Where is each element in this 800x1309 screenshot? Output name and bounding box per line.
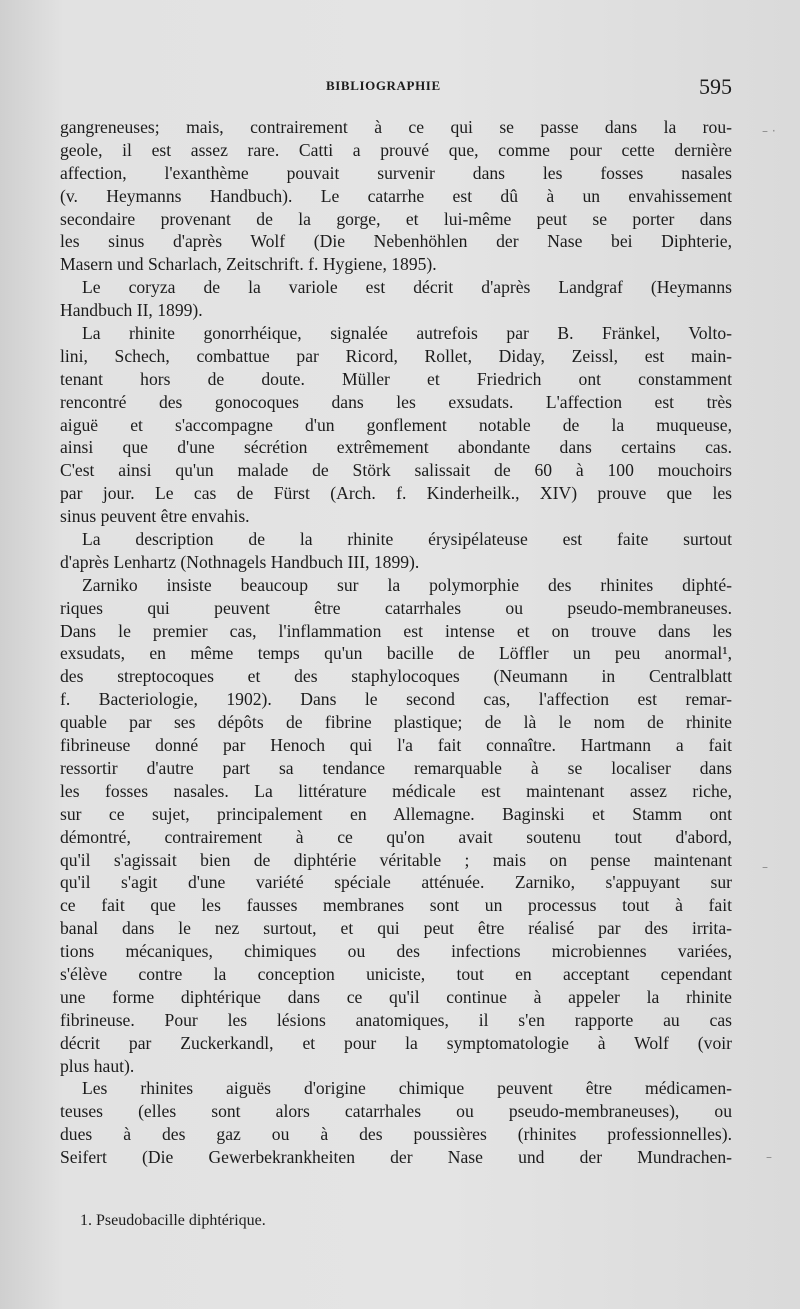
text-line: les fosses nasales. La littérature médicale est maintenant assez riche, [60,780,732,801]
text-line: qu'il s'agit d'une variété spéciale atténuée. Zarniko, s'appuyant sur [60,872,732,893]
text-line: Handbuch II, 1899). [60,300,203,321]
text-line: sur ce sujet, principalement en Allemagne. Baginski et Stamm ont [60,803,732,824]
text-line: qu'il s'agissait bien de diphtérie véritable ; mais on pense maintenant [60,849,732,870]
text-line: fibrineuse donné par Henoch qui l'a fait connaître. Hartmann a fait [60,735,732,756]
text-line: exsudats, en même temps qu'un bacille de Löffler un peu anormal¹, [60,643,732,664]
text-line: une forme diphtérique dans ce qu'il continue à appeler la rhinite [60,986,732,1007]
text-line: s'élève contre la conception uniciste, tout en acceptant cependant [60,963,732,984]
text-line: aiguë et s'accompagne d'un gonflement notable de la muqueuse, [60,414,732,435]
text-line: ainsi que d'une sécrétion extrêmement abondante dans certains cas. [60,437,732,458]
text-line: quable par ses dépôts de fibrine plastique; de là le nom de rhinite [60,712,732,733]
text-line: tenant hors de doute. Müller et Friedrich ont constamment [60,368,732,389]
text-line: f. Bacteriologie, 1902). Dans le second cas, l'affection est remar- [60,689,732,710]
text-line: banal dans le nez surtout, et qui peut être réalisé par des irrita- [60,918,732,939]
text-line: des streptocoques et des staphylocoques (Neumann in Centralblatt [60,666,732,687]
text-line: lini, Schech, combattue par Ricord, Rollet, Diday, Zeissl, est main- [60,345,732,366]
margin-mark: – [762,860,768,874]
text-line: ressortir d'autre part sa tendance remarquable à se localiser dans [60,757,732,778]
footnote: 1. Pseudobacille diphtérique. [80,1212,266,1229]
text-line: plus haut). [60,1055,135,1076]
text-line: fibrineuse. Pour les lésions anatomiques, il s'en rapporte au cas [60,1009,732,1030]
text-line: La rhinite gonorrhéique, signalée autrefois par B. Fränkel, Volto- [82,323,732,344]
text-line: (v. Heymanns Handbuch). Le catarrhe est dû à un envahissement [60,185,732,206]
text-line: dues à des gaz ou à des poussières (rhinites professionnelles). [60,1124,732,1145]
text-line: Zarniko insiste beaucoup sur la polymorphie des rhinites diphté- [82,574,732,595]
text-line: Dans le premier cas, l'inflammation est intense et on trouve dans les [60,620,732,641]
text-line: La description de la rhinite érysipélateuse est faite surtout [82,529,732,550]
margin-mark: – · [762,124,776,138]
page-number: 595 [699,74,732,99]
text-line: secondaire provenant de la gorge, et lui-même peut se porter dans [60,208,732,229]
page-header [60,74,740,104]
text-line: gangreneuses; mais, contrairement à ce qui se passe dans la rou- [60,117,732,137]
text-line: ce fait que les fausses membranes sont un processus tout à fait [60,895,732,916]
text-line: sinus peuvent être envahis. [60,506,250,527]
text-line: démontré, contrairement à ce qu'on avait soutenu tout d'abord, [60,826,732,847]
text-line: les sinus d'après Wolf (Die Nebenhöhlen der Nase bei Diphterie, [60,231,732,252]
text-line: Le coryza de la variole est décrit d'après Landgraf (Heymanns [82,277,732,298]
running-head: BIBLIOGRAPHIE [326,78,441,93]
text-line: Masern und Scharlach, Zeitschrift. f. Hygiene, 1895). [60,254,437,275]
text-line: riques qui peuvent être catarrhales ou pseudo-membraneuses. [60,597,732,618]
text-line: tions mécaniques, chimiques ou des infections microbiennes variées, [60,941,732,962]
text-line: rencontré des gonocoques dans les exsudats. L'affection est très [60,391,732,412]
text-line: décrit par Zuckerkandl, et pour la symptomatologie à Wolf (voir [60,1032,732,1053]
text-line: C'est ainsi qu'un malade de Störk salissait de 60 à 100 mouchoirs [60,460,732,481]
margin-mark: – [766,1150,772,1164]
body-text [60,116,732,1169]
text-line: teuses (elles sont alors catarrhales ou pseudo-membraneuses), ou [60,1101,732,1122]
text-line: Les rhinites aiguës d'origine chimique peuvent être médicamen- [82,1078,732,1099]
text-line: Seifert (Die Gewerbekrankheiten der Nase und der Mundrachen- [60,1147,732,1168]
text-line: par jour. Le cas de Fürst (Arch. f. Kinderheilk., XIV) prouve que les [60,483,732,504]
text-line: affection, l'exanthème pouvait survenir dans les fosses nasales [60,162,732,183]
text-line: geole, il est assez rare. Catti a prouvé que, comme pour cette dernière [60,139,732,160]
text-line: d'après Lenhartz (Nothnagels Handbuch III, 1899). [60,551,420,572]
